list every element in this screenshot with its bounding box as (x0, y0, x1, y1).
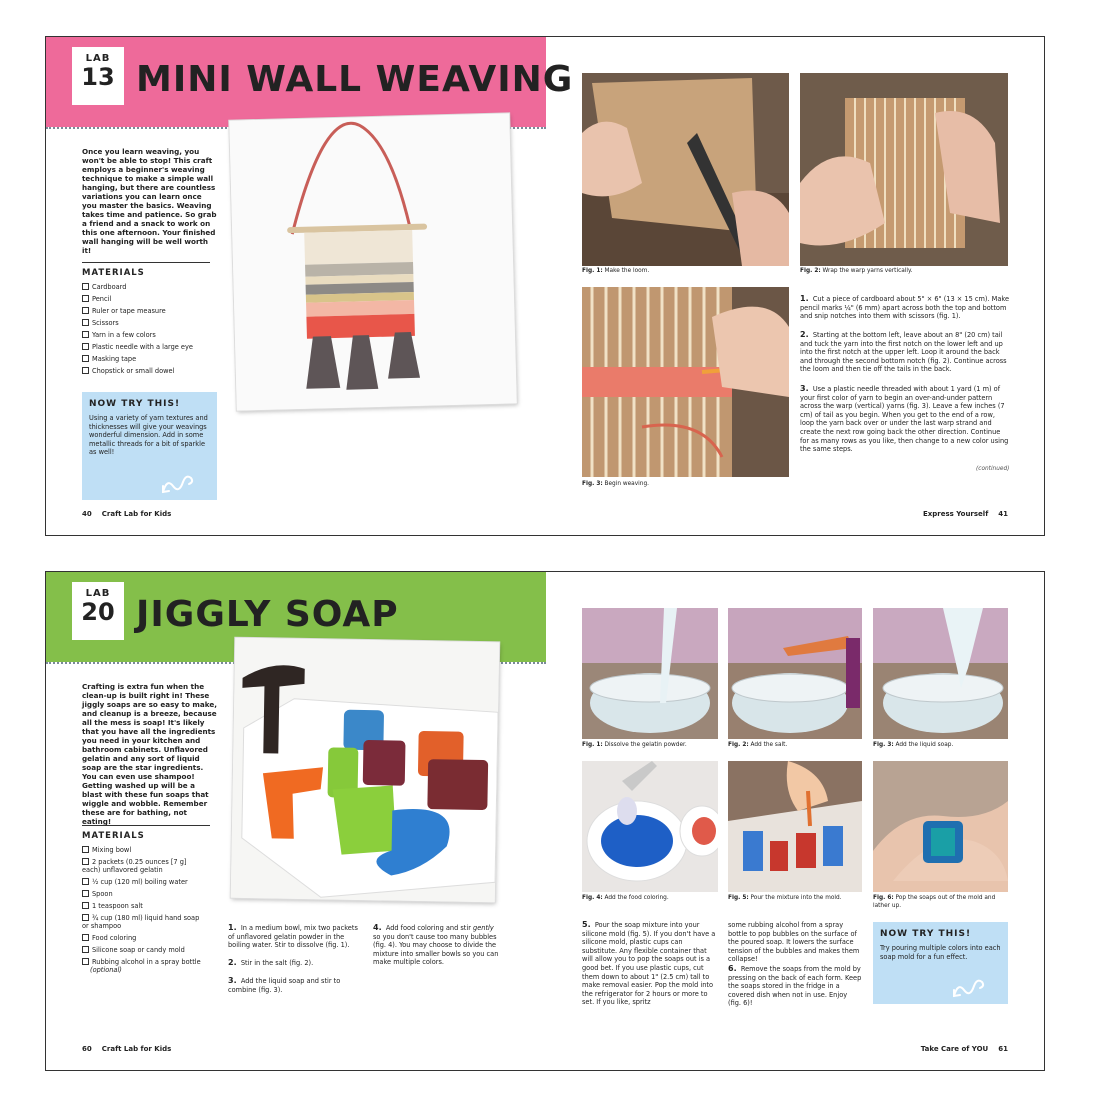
intro-text: Crafting is extra fun when the clean-up is built right in! These jiggly soaps are so easy to make, and cleanup is a breeze, because all the mess is soap! It's likely that you have all the ingredients you need in your kitchen and bathroom cabinets. Unflavored gelatin and any sort of liquid soap are the star ingredients. You can even use shampoo! Getting washed up will be a blast with these fun soaps that wiggle and wobble. Remember these are for bathing, not eating! (82, 682, 217, 826)
footer-right: Express Yourself 41 (922, 510, 1008, 518)
now-try-this-body: Try pouring multiple colors into each soap mold for a fun effect. (880, 944, 1001, 961)
footer-left: 40 Craft Lab for Kids (82, 510, 172, 518)
material-item: Yarn in a few colors (82, 329, 212, 341)
material-item: Spoon (82, 890, 212, 898)
step-3: 3. Use a plastic needle threaded with about 1 yard (1 m) of your first color of yarn to begin an over-and-under pattern across the warp (vertical) yarns (fig. 3). Leave a few inches (7 cm) of tail as you begin. When you get to the end of a row, loop the yarn back over or under the last warp strand and create the next row going back the other direction. Continue for as many rows as you like, then change to a new color using the same steps. (800, 384, 1009, 454)
material-item: ¾ cup (180 ml) liquid hand soap or shampoo (82, 914, 207, 930)
fig2-caption: Fig. 2: Add the salt. (728, 742, 788, 748)
lab-label: LAB (85, 53, 111, 64)
material-item: Cardboard (82, 281, 212, 293)
material-item: Chopstick or small dowel (82, 365, 212, 377)
step-6: 6. Remove the soaps from the mold by pressing on the back of each form. Keep the soaps stored in the fridge in a covered dish when not in use. Enjoy (fig. 6)! (728, 964, 862, 1008)
step-1: 1. In a medium bowl, mix two packets of unflavored gelatin powder in the boiling water. Stir to dissolve (fig. 1). (228, 923, 358, 950)
material-item: Scissors (82, 317, 212, 329)
fig4-caption: Fig. 4: Add the food coloring. (582, 895, 669, 901)
page-title: MINI WALL WEAVING (136, 59, 574, 100)
material-item: 1 teaspoon salt (82, 902, 212, 910)
step-5: 5. Pour the soap mixture into your silicone mold (fig. 5). If you don't have a silicone mold, plastic cups can substitute. Any flexible container that will allow you to pop the soaps out is a good bet. If you use plastic cups, cut them down to about 1" (2.5 cm) tall to make removal easier. Pop the mold into the refrigerator for 2 hours or more to set. If you like, spritz (582, 920, 716, 1007)
step-3: 3. Add the liquid soap and stir to combine (fig. 3). (228, 976, 341, 994)
lab-badge (72, 47, 124, 105)
material-item: Pencil (82, 293, 212, 305)
material-item: Masking tape (82, 353, 212, 365)
fig5-photo (728, 761, 862, 892)
material-item: Silicone soap or candy mold (82, 946, 212, 954)
material-item: Rubbing alcohol in a spray bottle (optional) (82, 958, 212, 974)
jiggly-soap-image (231, 638, 499, 903)
material-item: Ruler or tape measure (82, 305, 212, 317)
lab-badge (72, 582, 124, 640)
fig5-caption: Fig. 5: Pour the mixture into the mold. (728, 895, 842, 901)
jiggly-soap-photo (231, 638, 499, 903)
fig3-photo (873, 608, 1008, 739)
fig4-photo (582, 761, 718, 892)
material-item: Food coloring (82, 934, 212, 942)
wall-weaving-photo (229, 113, 516, 410)
fig1-caption: Fig. 1: Make the loom. (582, 268, 650, 274)
fig3-caption: Fig. 3: Begin weaving. (582, 481, 649, 487)
step-2: 2. Starting at the bottom left, leave about an 8" (20 cm) tail and tuck the yarn into the first notch on the lower left and up into the first notch at the upper left. Loop it around the back and through the second bottom notch (fig. 2). Continue across the loom and then tie off the tails in the back. (800, 330, 1007, 374)
materials-heading: MATERIALS (82, 262, 210, 278)
now-try-this-box (873, 922, 1008, 1004)
fig1-photo (582, 608, 718, 739)
material-item: ½ cup (120 ml) boiling water (82, 878, 212, 886)
lab-number: 13 (81, 63, 115, 91)
spread-jiggly-soap (45, 571, 1045, 1071)
wall-weaving-image (229, 113, 516, 410)
lab-label: LAB (85, 588, 111, 599)
step-2: 2. Stir in the salt (fig. 2). (228, 958, 314, 967)
fig3-caption: Fig. 3: Add the liquid soap. (873, 742, 954, 748)
fig6-photo (873, 761, 1008, 892)
intro-text: Once you learn weaving, you won't be able to stop! This craft employs a beginner's weaving technique to make a simple wall hanging, but there are countless variations you can learn once you master the basics. Weaving takes time and patience. So grab a friend and a snack to work on this one afternoon. Your finished wall hanging will be well worth it! (82, 147, 217, 255)
footer-right: Take Care of YOU 61 (920, 1045, 1008, 1053)
fig1-caption: Fig. 1: Dissolve the gelatin powder. (582, 742, 687, 748)
fig6-caption: Fig. 6: Pop the soaps out of the mold and lather up. (873, 895, 996, 909)
fig2-photo (800, 73, 1008, 266)
now-try-this-heading: NOW TRY THIS! (880, 929, 972, 939)
step-5-continued: some rubbing alcohol from a spray bottle to pop bubbles on the surface of the poured soap. It lowers the surface tension of the bubbles and makes them collapse! (728, 921, 860, 964)
spread-mini-wall-weaving (45, 36, 1045, 536)
fig3-photo (582, 287, 789, 477)
fig2-photo (728, 608, 862, 739)
footer-left: 60 Craft Lab for Kids (82, 1045, 172, 1053)
fig2-caption: Fig. 2: Wrap the warp yarns vertically. (800, 268, 913, 274)
continued-note: (continued) (976, 466, 1010, 472)
materials-heading: MATERIALS (82, 825, 210, 841)
material-item: Mixing bowl (82, 846, 212, 854)
now-try-this-body: Using a variety of yarn textures and thicknesses will give your weavings wonderful dimension. Add in some metallic threads for a bit of sparkle as well! (89, 414, 208, 456)
now-try-this-heading: NOW TRY THIS! (89, 399, 181, 409)
material-item: 2 packets (0.25 ounces [7 g] each) unflavored gelatin (82, 858, 207, 874)
materials-list (82, 846, 212, 974)
lab-number: 20 (81, 598, 115, 626)
swirl-arrow-icon (952, 976, 986, 998)
step-1: 1. Cut a piece of cardboard about 5" × 6" (13 × 15 cm). Make pencil marks ¼" (6 mm) apart across both the top and bottom and snip notches into them with scissors (fig. 1). (800, 294, 1010, 321)
step-4: 4. Add food coloring and stir gently so you don't cause too many bubbles (fig. 4). You may choose to divide the mixture into smaller bowls so you can make multiple colors. (373, 923, 499, 967)
fig1-photo (582, 73, 789, 266)
now-try-this-box (82, 392, 217, 500)
page-title: JIGGLY SOAP (136, 594, 399, 635)
swirl-arrow-icon (161, 472, 195, 494)
material-item: Plastic needle with a large eye (82, 341, 212, 353)
materials-list (82, 281, 212, 377)
